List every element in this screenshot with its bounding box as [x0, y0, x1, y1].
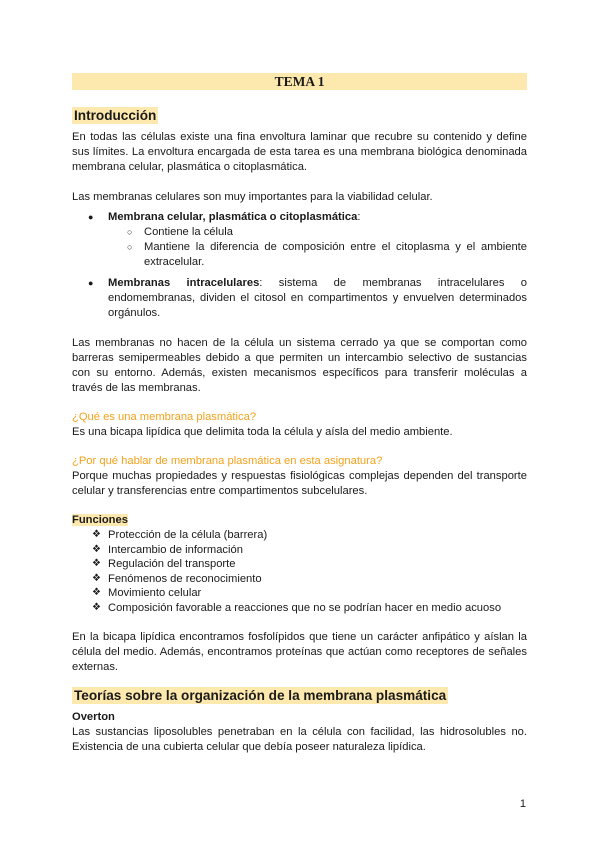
funcion-text: Movimiento celular — [108, 587, 202, 600]
title-banner — [72, 72, 527, 90]
funciones-list — [72, 528, 527, 616]
list-item — [72, 528, 527, 543]
diamond-bullet-icon: ❖ — [92, 587, 101, 599]
circle-bullet-icon: ○ — [127, 227, 133, 237]
funcion-text: Composición favorable a reacciones que no se podrían hacer en medio acuoso — [108, 601, 502, 614]
sub-list-item-text: Contiene la célula — [144, 226, 233, 238]
list-item — [72, 572, 527, 587]
funcion-text: Fenómenos de reconocimiento — [108, 572, 262, 585]
list-item-bold: Membranas intracelulares — [108, 277, 260, 289]
funcion-text: Protección de la célula (barrera) — [108, 529, 268, 541]
membrane-list — [72, 210, 527, 321]
teorias-heading: Teorías sobre la organización de la membrana plasmática — [74, 687, 447, 703]
sub-list-item — [72, 240, 527, 270]
document-page — [72, 72, 527, 755]
overton-title: Overton — [72, 710, 115, 723]
list-item — [72, 210, 527, 225]
diamond-bullet-icon: ❖ — [92, 529, 101, 540]
overton-text: Las sustancias liposolubles penetraban en la célula con facilidad, las hidrosolubles no. Existencia de una cubierta celular que debía poseer naturaleza lipídica. — [72, 725, 527, 753]
funciones-heading: Funciones — [72, 514, 128, 526]
funcion-text: Regulación del transporte — [108, 558, 236, 571]
title-bar-left — [72, 73, 269, 90]
answer-2: Porque muchas propiedades y respuestas fisiológicas complejas dependen del transporte celular y transferencias entre compartimentos subcelulares. — [72, 470, 527, 497]
question-1: ¿Qué es una membrana plasmática? — [72, 411, 257, 423]
intro-paragraph-2: Las membranas celulares son muy importantes para la viabilidad celular. — [72, 191, 433, 203]
list-item — [72, 276, 527, 321]
list-item — [72, 557, 527, 572]
list-item-text: : — [357, 211, 361, 223]
intro-heading: Introducción — [74, 108, 157, 123]
bullet-icon: ● — [88, 212, 94, 222]
bullet-icon: ● — [88, 278, 94, 288]
answer-1: Es una bicapa lipídica que delimita toda la célula y aísla del medio ambiente. — [72, 426, 453, 438]
sub-list-item — [72, 225, 527, 240]
question-2: ¿Por qué hablar de membrana plasmática en esta asignatura? — [72, 455, 383, 467]
funciones-paragraph: En la bicapa lipídica encontramos fosfolípidos que tiene un carácter anfipático y aíslan la célula del medio. Además, encontramos proteínas que actúan como receptores de señales externas. — [72, 630, 527, 673]
diamond-bullet-icon: ❖ — [92, 558, 101, 570]
diamond-bullet-icon: ❖ — [92, 543, 101, 555]
funcion-text: Intercambio de información — [108, 543, 243, 556]
title-bar-right — [330, 73, 527, 90]
list-item-text: : sistema de membranas intracelulares o endomembranas, dividen el citosol en compartimentos y envuelven determinados orgánulos. — [108, 277, 527, 319]
list-item — [72, 601, 527, 616]
diamond-bullet-icon: ❖ — [92, 601, 101, 613]
page-title: TEMA 1 — [269, 73, 331, 90]
list-item-bold: Membrana celular, plasmática o citoplasmática — [108, 211, 358, 223]
intro-paragraph-3: Las membranas no hacen de la célula un sistema cerrado ya que se comportan como barreras semipermeables debido a que permiten un intercambio selectivo de sustancias con su entorno. Además, existen mecanismos específicos para transferir moléculas a través de las membranas. — [72, 337, 527, 394]
intro-paragraph-1: En todas las células existe una fina envoltura laminar que recubre su contenido y define sus límites. La envoltura encargada de esta tarea es una membrana biológica denominada membrana celular, plasmática o citoplasmática. — [72, 131, 527, 173]
circle-bullet-icon: ○ — [127, 242, 133, 252]
page-number: 1 — [519, 798, 526, 810]
sub-list-item-text: Mantiene la diferencia de composición entre el citoplasma y el ambiente extracelular. — [144, 241, 527, 268]
list-item — [72, 543, 527, 558]
diamond-bullet-icon: ❖ — [92, 572, 101, 584]
list-item — [72, 586, 527, 601]
